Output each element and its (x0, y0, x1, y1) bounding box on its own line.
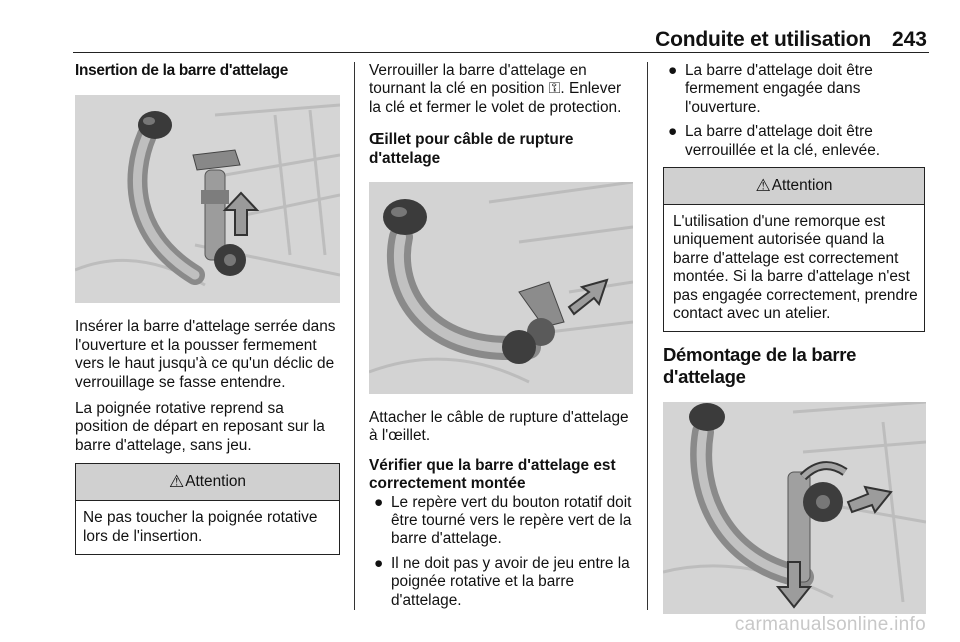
warning-box (75, 463, 340, 555)
page-header (73, 26, 929, 53)
breakaway-cable-eyelet-figure (369, 182, 633, 394)
warning-text: L'utilisation d'une remorque est uniquement autorisée quand la barre d'attelage est correctement montée. Si la barre d'attelage n'est pas engagée correctement, prendre contact avec un atelier. (673, 213, 918, 323)
section-heading: Insertion de la barre d'attelage (75, 62, 289, 79)
paragraph: La poignée rotative reprend sa position de départ en reposant sur la barre d'attelage, sans jeu. (75, 400, 325, 454)
warning-icon: ⚠ (755, 176, 771, 196)
column-2 (369, 62, 633, 610)
paragraph: Verrouiller la barre d'attelage en tournant la clé en position ⚿. Enlever la clé et fermer le volet de protection. (369, 62, 622, 116)
column-divider (647, 62, 648, 610)
towbar-removal-illustration (663, 402, 926, 614)
warning-box (663, 167, 925, 332)
check-list (663, 62, 926, 160)
bullet-icon: ● (668, 62, 678, 79)
page-title: Conduite et utilisation (655, 28, 871, 51)
column-1 (75, 62, 340, 555)
bullet-icon: ● (374, 493, 384, 511)
bullet-icon: ● (668, 123, 678, 141)
warning-title: Attention (771, 177, 833, 195)
breakaway-cable-eyelet-illustration (369, 182, 633, 394)
towbar-insertion-figure (75, 95, 340, 303)
list-item: ● Il ne doit pas y avoir de jeu entre la poignée rotative et la barre d'attelage. (374, 554, 630, 609)
column-3 (663, 62, 926, 614)
list-item: ● Le repère vert du bouton rotatif doit être tourné vers le repère vert de la barre d'attelage. (374, 493, 632, 548)
page-number: 243 (891, 28, 927, 51)
section-heading: Vérifier que la barre d'attelage est correctement montée (369, 456, 616, 493)
list-item: ● La barre d'attelage doit être verrouillée et la clé, enlevée. (668, 123, 881, 159)
watermark: carmanualsonline.info (734, 614, 926, 635)
warning-header (76, 464, 339, 501)
check-list (369, 494, 633, 610)
warning-text: Ne pas toucher la poignée rotative lors de l'insertion. (83, 509, 318, 545)
section-heading: Œillet pour câble de rupture d'attelage (369, 131, 574, 167)
warning-icon: ⚠ (168, 472, 185, 492)
bullet-icon: ● (374, 554, 384, 572)
list-item: ● La barre d'attelage doit être fermement engagée dans l'ouverture. (668, 62, 873, 116)
warning-title: Attention (185, 473, 246, 491)
towbar-removal-figure (663, 402, 926, 614)
column-divider (354, 62, 355, 610)
warning-header (664, 168, 924, 205)
paragraph: Insérer la barre d'attelage serrée dans l'ouverture et la pousser fermement vers le haut jusqu'à ce qu'un déclic de verrouillage se fasse entendre. (75, 318, 336, 391)
paragraph: Attacher le câble de rupture d'attelage à l'œillet. (369, 409, 629, 445)
towbar-insertion-illustration (75, 95, 340, 303)
section-heading: Démontage de la barre d'attelage (663, 344, 857, 388)
